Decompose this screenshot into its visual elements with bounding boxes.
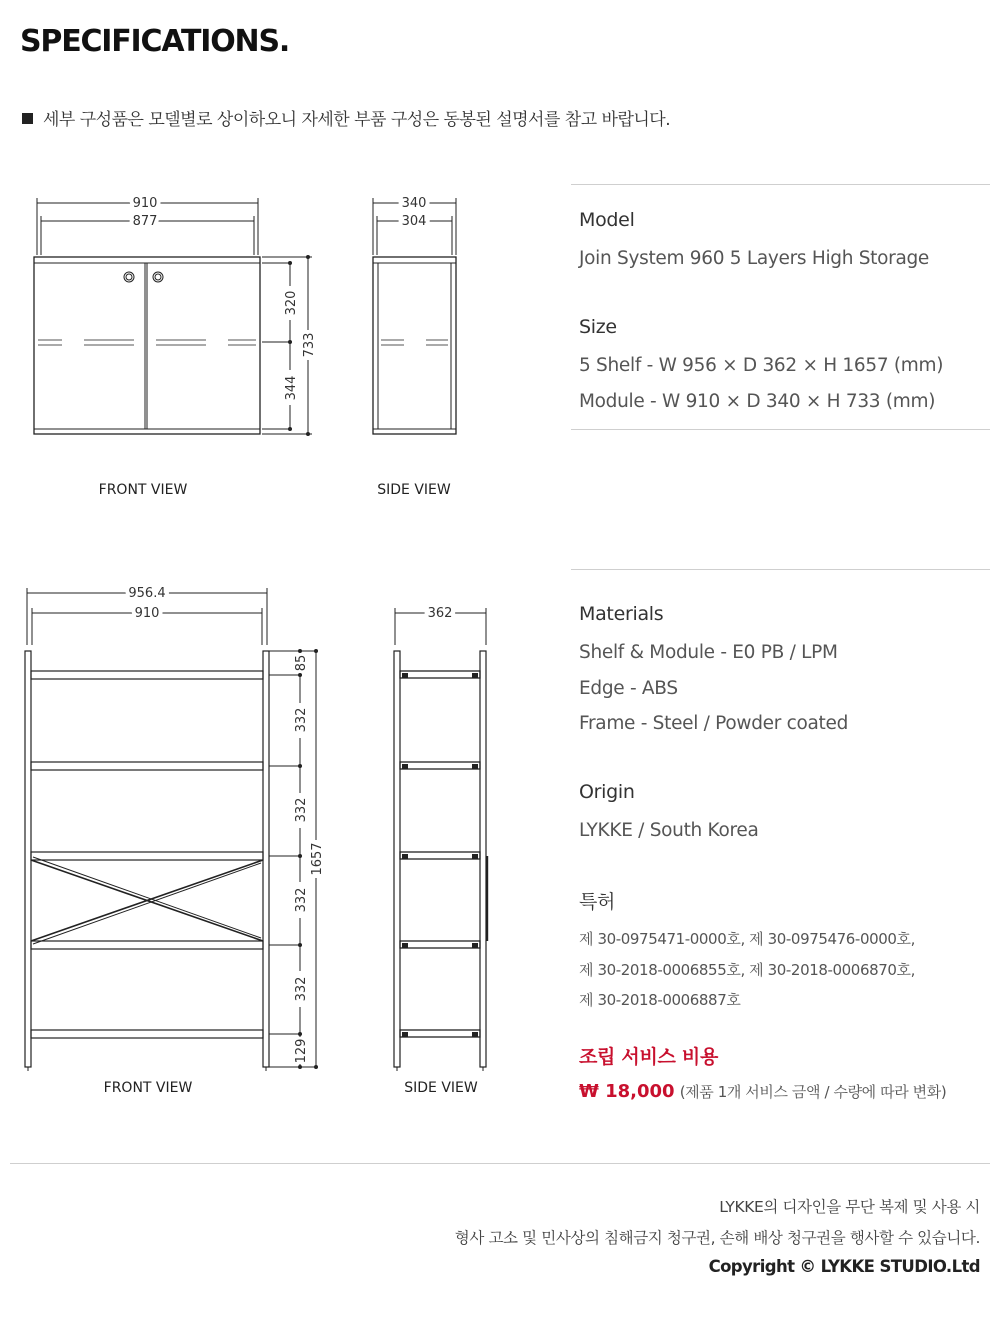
spec-patent-line: 제 30-2018-0006887호 [579,991,741,1009]
shelf-front-view [25,588,318,1071]
dim-seg-4: 332 [294,976,309,1002]
page-title: SPECIFICATIONS. [20,24,290,59]
shelf-front-view-label: FRONT VIEW [103,1080,193,1096]
dim-height-upper: 320 [284,290,299,316]
divider [571,569,990,570]
spec-patent-heading: 특허 [579,891,616,913]
shelf-side-view-label: SIDE VIEW [404,1080,478,1096]
spec-service [579,1042,946,1102]
dim-shelf-depth: 362 [427,606,453,621]
dim-shelf-width-inner: 910 [134,606,160,621]
spec-patent-line: 제 30-0975471-0000호, 제 30-0975476-0000호, [579,930,915,948]
divider [571,184,990,185]
dim-width-outer: 910 [132,196,158,211]
dim-width-inner: 877 [132,214,158,229]
spec-materials-line: Edge - ABS [579,677,678,699]
service-note: (제품 1개 서비스 금액 / 수량에 따라 변화) [679,1083,947,1101]
dim-seg-top: 85 [294,654,309,672]
spec-size [579,316,943,419]
footer-line: 형사 고소 및 민사상의 침해금지 청구권, 손해 배상 청구권을 행사할 수 있습니다. [454,1229,980,1247]
spec-patent [579,887,915,1016]
service-price: ₩ 18,000 [579,1081,675,1102]
dim-seg-bottom: 129 [294,1038,309,1064]
spec-model-heading: Model [579,209,635,231]
dim-height-lower: 344 [284,375,299,401]
spec-model [579,209,929,277]
copyright: Copyright © LYKKE STUDIO.Ltd [708,1257,980,1276]
footer-line: LYKKE의 디자인을 무단 복제 및 사용 시 [719,1198,980,1216]
footer-divider [10,1163,990,1164]
spec-patent-line: 제 30-2018-0006855호, 제 30-2018-0006870호, [579,960,915,979]
dim-depth-outer: 340 [401,196,427,211]
module-front-view-label: FRONT VIEW [98,482,188,498]
module-side-view-label: SIDE VIEW [377,482,451,498]
module-side-view [373,198,456,434]
spec-origin-value: LYKKE / South Korea [579,820,759,841]
spec-origin-heading: Origin [579,781,635,803]
notice-text: 세부 구성품은 모델별로 상이하오니 자세한 부품 구성은 동봉된 설명서를 참고 바랍니다. [43,110,671,130]
spec-size-line: 5 Shelf - W 956 × D 362 × H 1657 (mm) [579,355,944,376]
module-front-view [34,198,312,434]
spec-materials [579,603,848,742]
spec-model-value: Join System 960 5 Layers High Storage [579,248,930,269]
dim-seg-3: 332 [294,887,309,913]
divider [571,429,990,430]
spec-origin [579,781,759,849]
dim-seg-1: 332 [294,707,309,733]
dim-shelf-width-outer: 956.4 [128,586,166,601]
spec-size-line: Module - W 910 × D 340 × H 733 (mm) [579,390,936,412]
dim-depth-inner: 304 [401,214,427,229]
dim-seg-2: 332 [294,797,309,823]
spec-materials-line: Frame - Steel / Powder coated [579,713,849,734]
dim-shelf-height-total: 1657 [310,842,325,876]
service-heading: 조립 서비스 비용 [579,1046,719,1068]
technical-drawings [0,0,560,1120]
dim-height-total: 733 [302,332,317,358]
spec-materials-heading: Materials [579,603,664,625]
spec-materials-line: Shelf & Module - E0 PB / LPM [579,642,838,663]
spec-size-heading: Size [579,316,617,338]
